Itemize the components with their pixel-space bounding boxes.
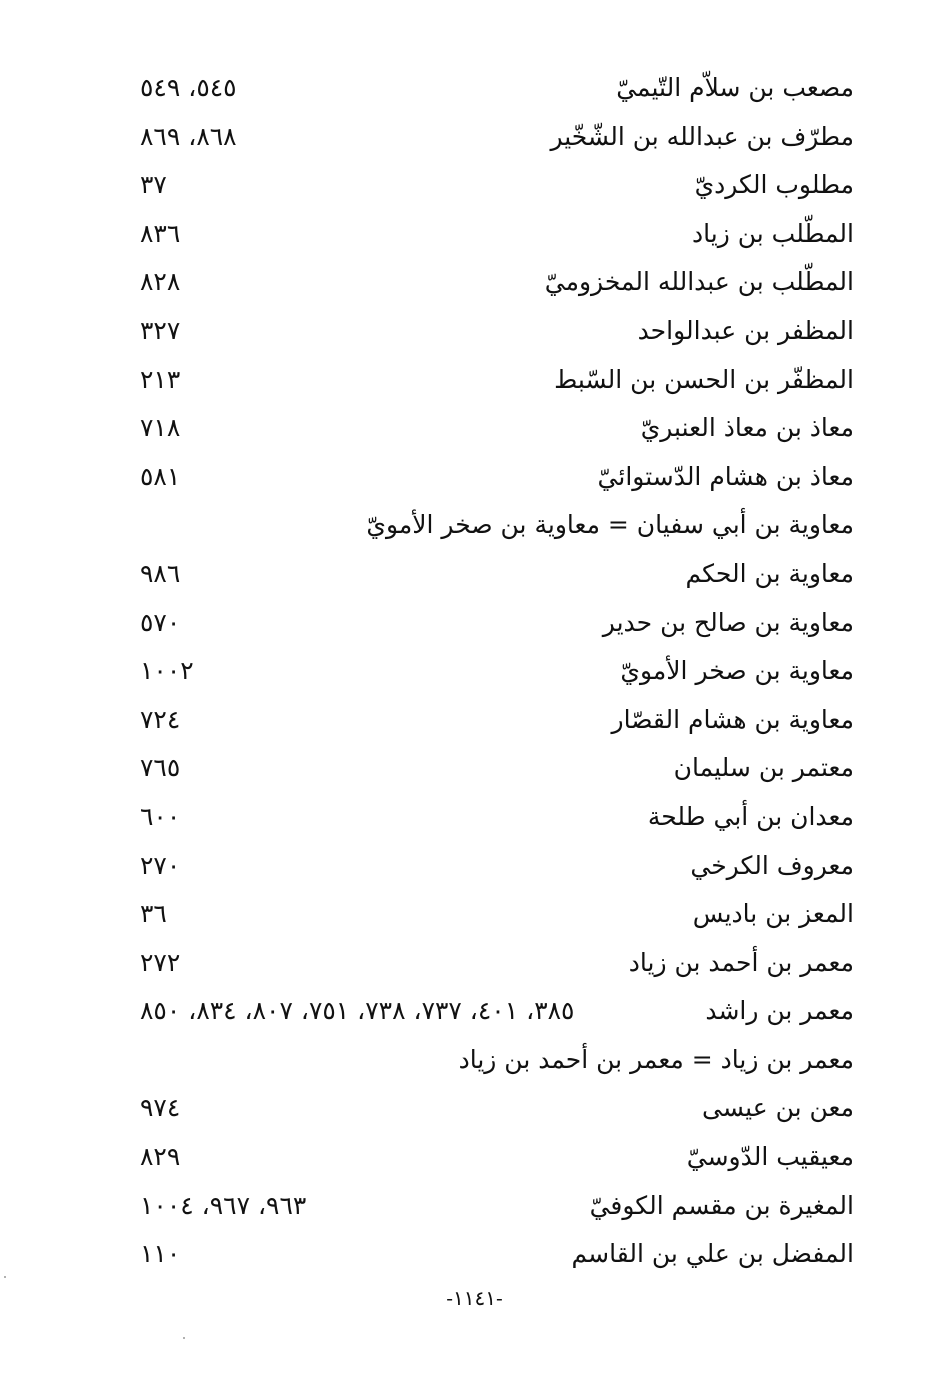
entry-pages: ٣٢٧ (140, 315, 181, 345)
entry-name: معن بن عيسى (702, 1093, 854, 1123)
index-entry (140, 550, 854, 599)
entry-pages: ٧٢٤ (140, 704, 181, 734)
index-entry (140, 161, 854, 210)
entry-name: معروف الكرخي (690, 850, 854, 880)
entry-name: المعز بن باديس (692, 899, 854, 929)
entry-pages: ٨٦٨، ٨٦٩ (140, 121, 237, 151)
scan-speck (4, 1276, 6, 1278)
index-entry (140, 939, 854, 988)
index-entry (140, 307, 854, 356)
entry-pages: ٥٤٥، ٥٤٩ (140, 73, 237, 102)
index-entry (140, 696, 854, 745)
entry-pages: ٣٧ (140, 170, 167, 200)
entry-name: المظفّر بن الحسن بن السّبط (554, 364, 854, 394)
entry-name: معاوية بن الحكم (685, 558, 854, 588)
page-number: -١١٤١- (446, 1286, 503, 1310)
entry-pages: ٦٠٠ (140, 801, 181, 831)
index-entry (140, 842, 854, 891)
index-entry (140, 987, 854, 1036)
entry-name: معيقيب الدّوسيّ (686, 1142, 854, 1172)
cross-reference-entry (140, 1036, 854, 1085)
entry-pages: ٥٨١ (140, 461, 181, 491)
index-entry (140, 1230, 854, 1279)
entry-pages: ٢٧٢ (140, 947, 181, 977)
entry-name: معدان بن أبي طلحة (647, 801, 854, 831)
entry-name: المطّلب بن زياد (691, 218, 854, 248)
entry-pages: ٣٨٥، ٤٠١، ٧٣٧، ٧٣٨، ٧٥١، ٨٠٧، ٨٣٤، ٨٥٠ (140, 996, 575, 1026)
entry-name: معمر بن زياد = معمر بن أحمد بن زياد (458, 1044, 854, 1074)
entry-pages: ٨٢٩ (140, 1142, 181, 1172)
index-entry (140, 210, 854, 259)
index-entry (140, 793, 854, 842)
entry-name: المطّلب بن عبدالله المخزوميّ (544, 267, 854, 297)
entry-name: المغيرة بن مقسم الكوفيّ (589, 1190, 854, 1220)
entry-name: معاوية بن أبي سفيان = معاوية بن صخر الأمويّ (366, 510, 854, 540)
entry-pages: ٨٢٨ (140, 267, 181, 297)
entry-pages: ٩٦٣، ٩٦٧، ١٠٠٤ (140, 1190, 307, 1220)
entry-pages: ٥٧٠ (140, 607, 181, 637)
index-entry (140, 404, 854, 453)
index-entry (140, 599, 854, 648)
entry-name: معاوية بن صالح بن حدير (602, 607, 854, 637)
index-entry (140, 1182, 854, 1231)
scan-speck (183, 1337, 185, 1339)
entry-pages: ٧١٨ (140, 413, 181, 443)
entry-pages: ٢١٣ (140, 364, 181, 394)
index-entry (140, 1084, 854, 1133)
entry-name: معمر بن راشد (705, 996, 854, 1026)
entry-pages: ٩٧٤ (140, 1093, 181, 1123)
entry-name: معاوية بن هشام القصّار (611, 704, 854, 734)
entry-pages: ٨٣٦ (140, 218, 181, 248)
entry-name: معاوية بن صخر الأمويّ (620, 656, 854, 686)
entry-pages: ١١٠ (140, 1239, 181, 1269)
entry-name: معاذ بن هشام الدّستوائيّ (597, 461, 854, 491)
index-entry (140, 453, 854, 502)
index-entry (140, 113, 854, 162)
index-entry (140, 64, 854, 113)
entry-name: معمر بن أحمد بن زياد (628, 947, 854, 977)
entry-name: معتمر بن سليمان (673, 753, 854, 783)
entry-name: مصعب بن سلاّم التّيميّ (616, 73, 854, 102)
entry-name: المظفر بن عبدالواحد (637, 315, 854, 345)
entry-pages: ١٠٠٢ (140, 656, 194, 686)
index-entry (140, 258, 854, 307)
entry-pages: ٢٧٠ (140, 850, 181, 880)
entry-name: المفضل بن علي بن القاسم (571, 1239, 854, 1269)
index-entries (140, 64, 854, 1279)
entry-pages: ٧٦٥ (140, 753, 181, 783)
index-entry (140, 356, 854, 405)
cross-reference-entry (140, 501, 854, 550)
index-entry (140, 890, 854, 939)
index-entry (140, 1133, 854, 1182)
index-entry (140, 744, 854, 793)
entry-name: مطلوب الكرديّ (694, 170, 854, 200)
index-entry (140, 647, 854, 696)
entry-name: مطرّف بن عبدالله بن الشّخّير (550, 121, 854, 151)
entry-name: معاذ بن معاذ العنبريّ (640, 413, 854, 443)
entry-pages: ٩٨٦ (140, 558, 181, 588)
entry-pages: ٣٦ (140, 899, 167, 929)
